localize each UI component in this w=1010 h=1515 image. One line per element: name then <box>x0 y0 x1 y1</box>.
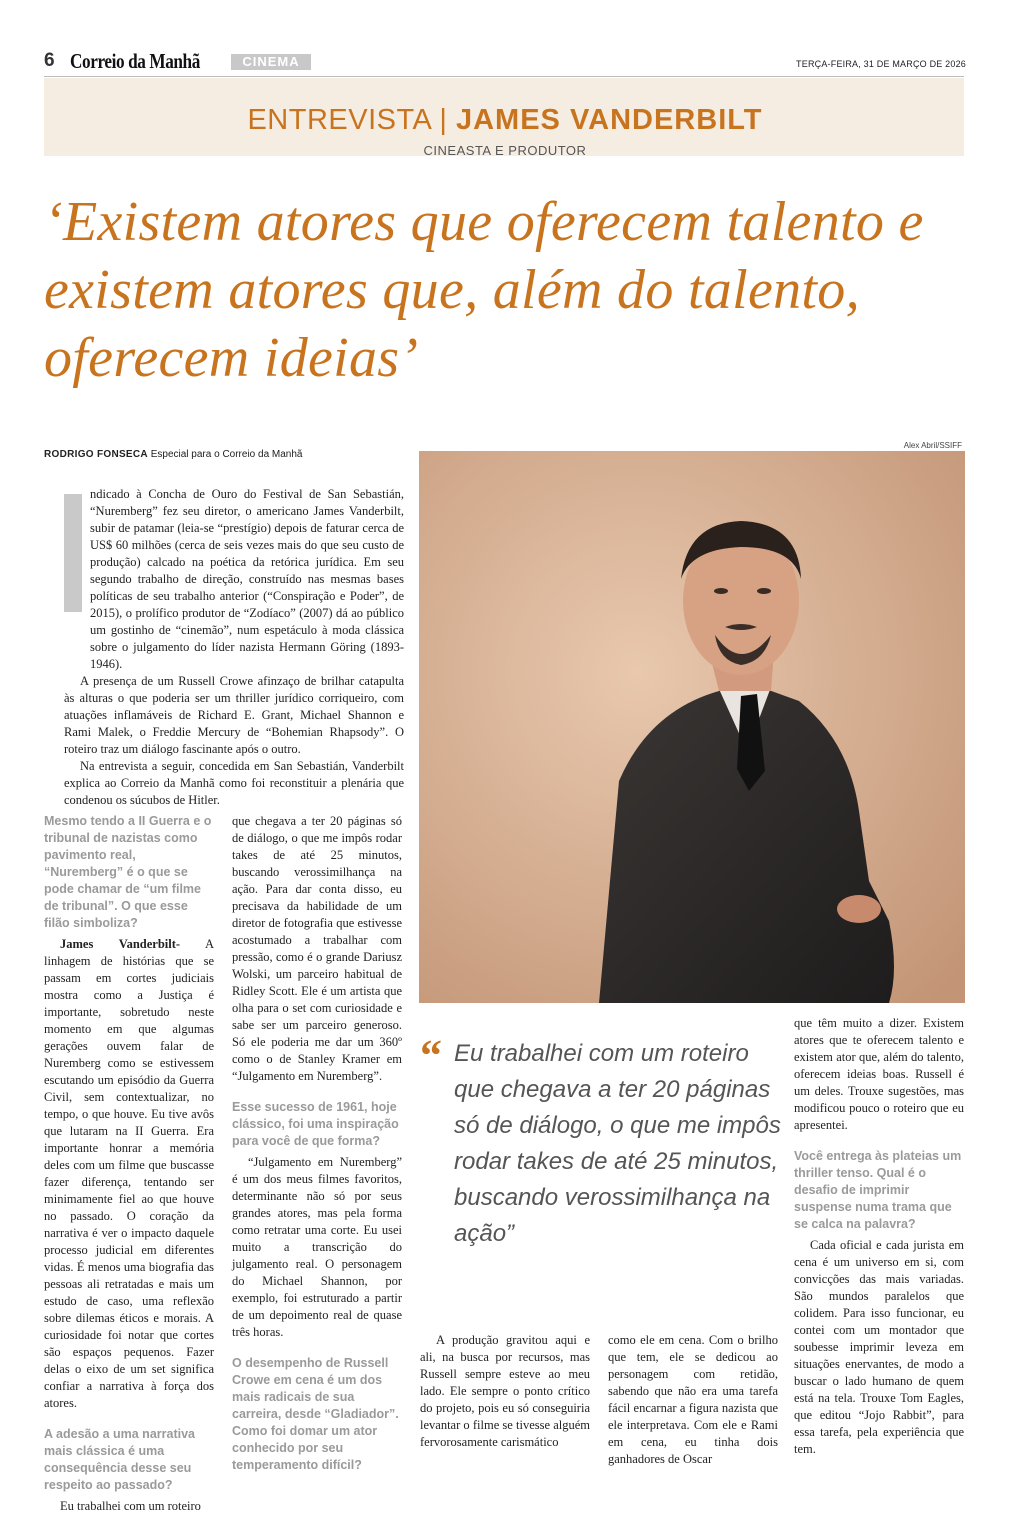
column-5 <box>794 1015 964 1458</box>
kicker <box>0 104 1010 137</box>
answer-2-start: Eu trabalhei com um roteiro <box>60 1499 201 1513</box>
pull-quote: Eu trabalhei com um roteiro que chegava a ter 20 páginas só de diálogo, o que me impôs rodar takes de até 25 minutos, buscando verossimilhança na ação” <box>454 1040 781 1247</box>
issue-date: TERÇA-FEIRA, 31 DE MARÇO DE 2026 <box>796 59 966 69</box>
answer-4-cont: como ele em cena. Com o brilho que tem, ele se dedicou ao personagem com retidão, sabendo que não era uma tarefa fácil encarnar a figura nazista que ele interpretava. Com ele e Rami em cena, eu tinha dois ganhadores de Oscar <box>608 1333 778 1466</box>
kicker-name: JAMES VANDERBILT <box>455 104 763 136</box>
column-1 <box>44 813 214 1515</box>
photo-credit: Alex Abril/SSIFF <box>903 441 962 450</box>
answer-4: A produção gravitou aqui e ali, na busca por recursos, mas Russell sempre esteve ao meu lado. Ele sempre o ponto crítico do projeto, pois eu só conseguiria levantar o filme se tivesse alguém fervorosamente carismático <box>420 1333 590 1449</box>
byline-author: RODRIGO FONSECA <box>44 449 148 460</box>
intro-text <box>64 486 404 809</box>
answer-4-end: que têm muito a dizer. Existem atores que te oferecem talento e existem ator que, além do talento, oferecem ideias boas. Russell é um deles. Trouxe sugestões, mas modificou pouco o roteiro que eu apresentei. <box>794 1016 964 1132</box>
headline: ‘Existem atores que oferecem talento e existem atores que, além do talento, oferecem ideias’ <box>44 191 924 389</box>
kicker-role: CINEASTA E PRODUTOR <box>423 143 587 158</box>
answer-2-cont: que chegava a ter 20 páginas só de diálogo, o que me impôs rodar takes de até 25 minutos, buscando verossimilhança na ação. Para dar conta disso, eu precisava da habilidade de um diretor de fotografia que estivesse acostumado a trabalhar com pressão, como é o grande Dariusz Wolski, um parceiro habitual de Ridley Scott. Ele é um artista que olha para o set com curiosidade e sabe ser um parceiro generoso. Só ele poderia me dar um 360º como o de Stanley Kramer em “Julgamento em Nuremberg”. <box>232 814 402 1083</box>
question-2: A adesão a uma narrativa mais clássica é uma consequência desse seu respeito ao passado? <box>44 1427 195 1492</box>
question-4: O desempenho de Russell Crowe em cena é um dos mais radicais de sua carreira, desde “Gladiador”. Como foi domar um ator conhecido por seu temperamento difícil? <box>232 1356 399 1472</box>
column-3 <box>420 1332 590 1451</box>
byline <box>44 449 303 460</box>
intro-paragraph-2: A presença de um Russell Crowe afinzaço de brilhar catapulta às alturas o que poderia ser um thriller jurídico corriqueiro, com atuações inflamáveis de Richard E. Grant, Michael Shannon e Rami Malek, o Freddie Mercury de “Bohemian Rhapsody”. O roteiro traz um diálogo fascinante após o outro. <box>64 674 404 756</box>
answer-1: A linhagem de histórias que se passam em cortes judiciais mostra como a Justiça é importante, sobretudo neste momento em que algumas gerações ouvem falar de Nuremberg como se estivessem escutando um episódio da Guerra Civil, sem contextualizar, no tempo, o que houve. Eu tive avôs que lutaram na II Guerra. Era importante honrar a memória deles com um filme que buscasse fazer diferença, tentando ser minimamente fiel ao que houve no passado. O coração da narrativa é ver o impacto daquele processo judicial em diferentes vidas. É menos uma biografia das pessoas ali retratadas e mais um estudo de caso, uma reflexão sobre dilemas éticos e morais. A curiosidade foi notar que cortes são espaços pequenos. Fazer delas o eixo de um set significa confiar a narrativa à força dos atores. <box>44 937 215 1410</box>
pull-quote-mark: “ <box>420 1031 442 1080</box>
masthead-logo: Correio da Manhã <box>70 49 200 73</box>
question-3: Esse sucesso de 1961, hoje clássico, foi uma inspiração para você de que forma? <box>232 1100 399 1148</box>
kicker-label: ENTREVISTA <box>247 104 431 136</box>
portrait-illustration <box>419 451 965 1003</box>
page-number: 6 <box>44 50 55 71</box>
column-2 <box>232 813 402 1478</box>
kicker-separator: | <box>439 104 448 136</box>
answer-speaker: James Vanderbilt- <box>60 937 181 951</box>
header-divider <box>44 76 964 77</box>
answer-5: Cada oficial e cada jurista em cena é um universo em si, com convicções das mais variadas. São mundos paralelos que colidem. Para isso funcionar, eu contei com um montador que soubesse imprimir leveza em situações enervantes, de modo a buscar o lado humano de quem está na tela. Trouxe Tom Eagles, que editou “Jojo Rabbit”, para essa tarefa, pela experiência que tem. <box>794 1238 964 1456</box>
question-5: Você entrega às plateias um thriller tenso. Qual é o desafio de imprimir suspense numa trama que se calca na palavra? <box>794 1149 962 1231</box>
section-label: CINEMA <box>231 54 311 70</box>
answer-3: “Julgamento em Nuremberg” é um dos meus filmes favoritos, determinante não só por seus grandes atores, mas pela forma como retratar uma corte. Eu usei muito a transcrição do julgamento real. O personagem do Michael Shannon, por exemplo, foi estruturado a partir de um depoimento real de quase três horas. <box>232 1155 402 1339</box>
question-1: Mesmo tendo a II Guerra e o tribunal de nazistas como pavimento real, “Nuremberg” é o que se pode chamar de “um filme de tribunal”. O que esse filão simboliza? <box>44 814 212 930</box>
portrait-photo <box>419 451 965 1003</box>
intro-paragraph-1: ndicado à Concha de Ouro do Festival de San Sebastián, “Nuremberg” fez seu diretor, o americano James Vanderbilt, subir de patamar (leia-se “prestígio) depois de faturar cerca de US$ 60 milhões (cerca de seis vezes mais do que seu custo de produção) calcado na poética da retórica jurídica. Em seu segundo trabalho de direção, construído nas mesmas bases políticas de seu trabalho anterior (“Conspiração e Poder”, de 2015), o prolífico produtor de “Zodíaco” (2007) dá ao público um gostinho de “cinemão”, num espetáculo à moda clássica sobre o julgamento do líder nazista Hermann Göring (1893-1946). <box>90 487 404 671</box>
column-4 <box>608 1332 778 1468</box>
byline-note: Especial para o Correio da Manhã <box>150 449 303 460</box>
intro-paragraph-3: Na entrevista a seguir, concedida em San Sebastián, Vanderbilt explica ao Correio da Manhã como foi reconstituir a plenária que condenou os súcubos de Hitler. <box>64 759 404 807</box>
